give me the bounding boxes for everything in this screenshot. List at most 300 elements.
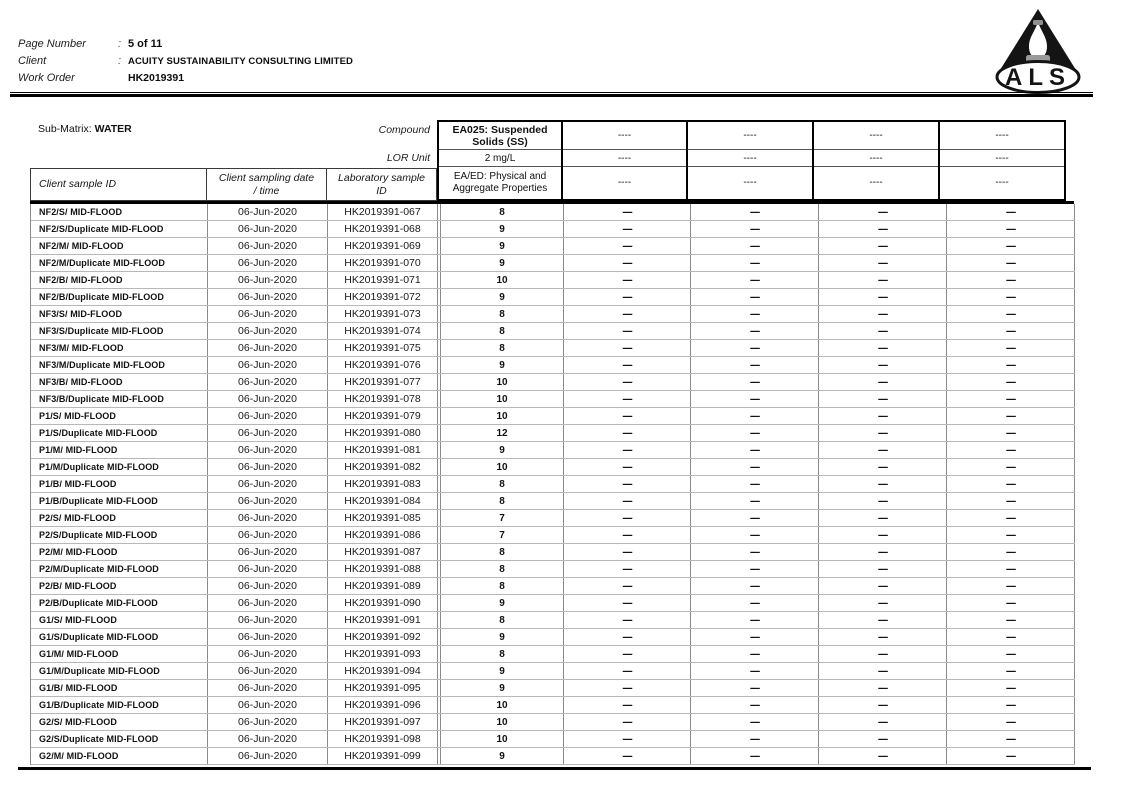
client-sample-id-cell: G1/M/Duplicate MID-FLOOD [31,663,208,679]
sampling-date-cell: 06-Jun-2020 [208,697,328,713]
no-result-cell: ---- [947,374,1075,390]
no-result-cell: ---- [691,578,819,594]
no-result-cell: ---- [564,561,691,577]
no-result-cell: ---- [819,255,947,271]
result-value-cell: 9 [441,238,564,254]
table-row [31,612,1075,629]
no-result-cell: ---- [691,612,819,628]
no-result-cell: ---- [564,408,691,424]
sampling-date-cell: 06-Jun-2020 [208,544,328,560]
no-result-cell: ---- [819,578,947,594]
no-result-cell: ---- [819,714,947,730]
result-value-cell: 8 [441,646,564,662]
no-result-cell: ---- [564,221,691,237]
no-result-cell: ---- [564,255,691,271]
no-result-cell: ---- [564,663,691,679]
client-sample-id-cell: P1/S/Duplicate MID-FLOOD [31,425,208,441]
lab-sample-id-cell: HK2019391-080 [328,425,438,441]
no-result-cell: ---- [564,697,691,713]
no-result-cell: ---- [947,578,1075,594]
no-result-cell: ---- [691,510,819,526]
no-result-cell: ---- [691,374,819,390]
no-result-cell: ---- [947,391,1075,407]
analyte-column-header [686,120,814,201]
no-result-cell: ---- [564,459,691,475]
no-result-cell: ---- [947,289,1075,305]
lab-sample-id-cell: HK2019391-097 [328,714,438,730]
sampling-date-cell: 06-Jun-2020 [208,561,328,577]
no-result-cell: ---- [947,306,1075,322]
no-result-cell: ---- [691,595,819,611]
table-row [31,459,1075,476]
no-result-cell: ---- [819,595,947,611]
header-rule [10,92,1093,97]
no-result-cell: ---- [947,493,1075,509]
sampling-date-cell: 06-Jun-2020 [208,714,328,730]
no-result-cell: ---- [564,323,691,339]
compound-label: Compound [378,124,430,136]
no-result-cell: ---- [691,731,819,747]
no-result-cell: ---- [819,663,947,679]
lab-sample-id-cell: HK2019391-071 [328,272,438,288]
no-result-cell: ---- [691,476,819,492]
client-sample-id-cell: P2/M/ MID-FLOOD [31,544,208,560]
result-value-cell: 10 [441,408,564,424]
result-value-cell: 9 [441,595,564,611]
table-row [31,731,1075,748]
sampling-date-cell: 06-Jun-2020 [208,646,328,662]
field-colon: : [118,55,122,67]
no-result-cell: ---- [564,391,691,407]
analyte-compound: ---- [814,122,938,150]
client-sample-id-cell: NF2/M/Duplicate MID-FLOOD [31,255,208,271]
table-row [31,204,1075,221]
result-value-cell: 8 [441,493,564,509]
table-row [31,289,1075,306]
no-result-cell: ---- [691,391,819,407]
no-result-cell: ---- [564,204,691,220]
result-value-cell: 7 [441,510,564,526]
sub-matrix [38,123,132,135]
no-result-cell: ---- [564,374,691,390]
no-result-cell: ---- [564,493,691,509]
no-result-cell: ---- [691,357,819,373]
analyte-lor-unit: ---- [814,150,938,167]
lor-unit-label: LOR Unit [386,152,430,164]
no-result-cell: ---- [691,680,819,696]
lab-sample-id-cell: HK2019391-088 [328,561,438,577]
lab-sample-id-cell: HK2019391-069 [328,238,438,254]
no-result-cell: ---- [564,357,691,373]
sample-results-table [30,204,1075,765]
no-result-cell: ---- [691,544,819,560]
client-sample-id-cell: G1/M/ MID-FLOOD [31,646,208,662]
no-result-cell: ---- [691,646,819,662]
result-value-cell: 9 [441,663,564,679]
result-value-cell: 8 [441,544,564,560]
client-sample-id-cell: NF3/M/ MID-FLOOD [31,340,208,356]
client-sample-id-cell: G1/B/Duplicate MID-FLOOD [31,697,208,713]
no-result-cell: ---- [947,680,1075,696]
no-result-cell: ---- [947,561,1075,577]
client-sample-id-cell: G1/S/Duplicate MID-FLOOD [31,629,208,645]
client-sample-id-cell: NF2/S/Duplicate MID-FLOOD [31,221,208,237]
no-result-cell: ---- [819,697,947,713]
page-number-label: Page Number [18,38,86,50]
lab-sample-id-cell: HK2019391-075 [328,340,438,356]
no-result-cell: ---- [564,714,691,730]
no-result-cell: ---- [691,629,819,645]
table-row [31,629,1075,646]
no-result-cell: ---- [691,289,819,305]
no-result-cell: ---- [564,442,691,458]
client-sample-id-cell: NF2/M/ MID-FLOOD [31,238,208,254]
col-header-lab-sample-id [326,168,437,201]
no-result-cell: ---- [819,459,947,475]
no-result-cell: ---- [947,357,1075,373]
analyte-method: ---- [995,177,1009,188]
no-result-cell: ---- [947,476,1075,492]
lab-sample-id-cell: HK2019391-081 [328,442,438,458]
lab-sample-id-cell: HK2019391-079 [328,408,438,424]
client-sample-id-cell: P2/S/Duplicate MID-FLOOD [31,527,208,543]
no-result-cell: ---- [691,238,819,254]
table-row [31,578,1075,595]
no-result-cell: ---- [691,340,819,356]
no-result-cell: ---- [947,221,1075,237]
no-result-cell: ---- [691,714,819,730]
sampling-date-cell: 06-Jun-2020 [208,595,328,611]
no-result-cell: ---- [691,425,819,441]
no-result-cell: ---- [691,493,819,509]
no-result-cell: ---- [691,306,819,322]
lab-sample-id-cell: HK2019391-089 [328,578,438,594]
sampling-date-cell: 06-Jun-2020 [208,374,328,390]
lab-sample-id-cell: HK2019391-072 [328,289,438,305]
analyte-lor-unit: ---- [563,150,686,167]
page-bottom-rule [18,767,1091,770]
no-result-cell: ---- [564,595,691,611]
sampling-date-cell: 06-Jun-2020 [208,323,328,339]
table-row [31,493,1075,510]
result-value-cell: 9 [441,680,564,696]
no-result-cell: ---- [564,612,691,628]
sampling-date-cell: 06-Jun-2020 [208,272,328,288]
no-result-cell: ---- [564,646,691,662]
no-result-cell: ---- [691,442,819,458]
no-result-cell: ---- [947,272,1075,288]
result-value-cell: 9 [441,357,564,373]
page-number-row [18,38,353,50]
sampling-date-cell: 06-Jun-2020 [208,731,328,747]
no-result-cell: ---- [691,663,819,679]
table-row [31,323,1075,340]
analyte-lor-unit: ---- [688,150,812,167]
no-result-cell: ---- [947,629,1075,645]
work-order-label: Work Order [18,72,75,84]
result-value-cell: 10 [441,714,564,730]
no-result-cell: ---- [947,663,1075,679]
no-result-cell: ---- [564,510,691,526]
no-result-cell: ---- [819,442,947,458]
client-value: ACUITY SUSTAINABILITY CONSULTING LIMITED [128,56,353,67]
no-result-cell: ---- [947,204,1075,220]
no-result-cell: ---- [564,748,691,764]
table-row [31,527,1075,544]
analyte-method: ---- [617,177,632,188]
work-order-value: HK2019391 [128,72,185,84]
client-sample-id-cell: G2/M/ MID-FLOOD [31,748,208,764]
no-result-cell: ---- [819,357,947,373]
lab-sample-id-cell: HK2019391-099 [328,748,438,764]
no-result-cell: ---- [819,748,947,764]
sampling-date-cell: 06-Jun-2020 [208,680,328,696]
no-result-cell: ---- [947,408,1075,424]
sampling-date-cell: 06-Jun-2020 [208,629,328,645]
col-header-text: ID [376,184,387,197]
lab-sample-id-cell: HK2019391-073 [328,306,438,322]
client-sample-id-cell: P1/M/ MID-FLOOD [31,442,208,458]
lab-sample-id-cell: HK2019391-068 [328,221,438,237]
no-result-cell: ---- [947,714,1075,730]
table-row [31,340,1075,357]
no-result-cell: ---- [947,697,1075,713]
lab-sample-id-cell: HK2019391-070 [328,255,438,271]
sampling-date-cell: 06-Jun-2020 [208,510,328,526]
no-result-cell: ---- [691,459,819,475]
no-result-cell: ---- [947,544,1075,560]
client-sample-id-cell: NF3/B/ MID-FLOOD [31,374,208,390]
sub-matrix-value: WATER [94,123,132,135]
sampling-date-cell: 06-Jun-2020 [208,476,328,492]
table-row [31,255,1075,272]
no-result-cell: ---- [947,510,1075,526]
result-value-cell: 8 [441,340,564,356]
table-row [31,272,1075,289]
sampling-date-cell: 06-Jun-2020 [208,357,328,373]
table-row [31,476,1075,493]
result-value-cell: 8 [441,204,564,220]
no-result-cell: ---- [564,272,691,288]
col-header-text: Client sampling date [218,171,315,184]
client-sample-id-cell: P1/B/ MID-FLOOD [31,476,208,492]
result-value-cell: 8 [441,561,564,577]
result-value-cell: 9 [441,629,564,645]
no-result-cell: ---- [819,629,947,645]
result-value-cell: 10 [441,697,564,713]
lab-sample-id-cell: HK2019391-093 [328,646,438,662]
table-row [31,221,1075,238]
no-result-cell: ---- [819,221,947,237]
result-value-cell: 10 [441,374,564,390]
no-result-cell: ---- [564,731,691,747]
client-sample-id-cell: NF2/B/ MID-FLOOD [31,272,208,288]
no-result-cell: ---- [819,374,947,390]
sampling-date-cell: 06-Jun-2020 [208,527,328,543]
sampling-date-cell: 06-Jun-2020 [208,578,328,594]
table-row [31,408,1075,425]
client-sample-id-cell: P1/S/ MID-FLOOD [31,408,208,424]
no-result-cell: ---- [691,204,819,220]
no-result-cell: ---- [691,255,819,271]
result-value-cell: 10 [441,272,564,288]
no-result-cell: ---- [564,289,691,305]
table-row [31,357,1075,374]
client-sample-id-cell: P2/B/ MID-FLOOD [31,578,208,594]
sampling-date-cell: 06-Jun-2020 [208,289,328,305]
client-sample-id-cell: NF2/S/ MID-FLOOD [31,204,208,220]
table-row [31,595,1075,612]
result-value-cell: 9 [441,255,564,271]
table-row [31,561,1075,578]
result-value-cell: 12 [441,425,564,441]
table-row [31,374,1075,391]
client-sample-id-cell: NF3/B/Duplicate MID-FLOOD [31,391,208,407]
no-result-cell: ---- [947,646,1075,662]
analyte-method: EA/ED: Physical and Aggregate Properties [452,171,548,194]
no-result-cell: ---- [691,408,819,424]
client-sample-id-cell: G1/B/ MID-FLOOD [31,680,208,696]
no-result-cell: ---- [819,425,947,441]
no-result-cell: ---- [819,323,947,339]
sampling-date-cell: 06-Jun-2020 [208,391,328,407]
client-sample-id-cell: P2/S/ MID-FLOOD [31,510,208,526]
table-row [31,697,1075,714]
sampling-date-cell: 06-Jun-2020 [208,255,328,271]
no-result-cell: ---- [819,340,947,356]
client-sample-id-cell: G1/S/ MID-FLOOD [31,612,208,628]
lab-sample-id-cell: HK2019391-095 [328,680,438,696]
no-result-cell: ---- [819,561,947,577]
no-result-cell: ---- [819,391,947,407]
no-result-cell: ---- [819,204,947,220]
lab-sample-id-cell: HK2019391-078 [328,391,438,407]
table-row [31,748,1075,765]
no-result-cell: ---- [819,646,947,662]
analyte-compound: ---- [940,122,1064,150]
analyte-method: ---- [743,177,757,188]
analyte-method: ---- [869,177,883,188]
col-header-text: Laboratory sample [338,171,425,184]
no-result-cell: ---- [947,748,1075,764]
no-result-cell: ---- [947,425,1075,441]
no-result-cell: ---- [819,493,947,509]
work-order-row [18,72,353,84]
no-result-cell: ---- [564,476,691,492]
analyte-compound: ---- [563,122,686,150]
result-value-cell: 10 [441,391,564,407]
sampling-date-cell: 06-Jun-2020 [208,748,328,764]
result-value-cell: 7 [441,527,564,543]
no-result-cell: ---- [819,408,947,424]
result-value-cell: 9 [441,442,564,458]
no-result-cell: ---- [947,442,1075,458]
analyte-column-header [437,120,563,201]
no-result-cell: ---- [564,527,691,543]
sampling-date-cell: 06-Jun-2020 [208,340,328,356]
no-result-cell: ---- [564,306,691,322]
table-row [31,425,1075,442]
lab-sample-id-cell: HK2019391-092 [328,629,438,645]
als-logo-icon [983,6,1093,94]
no-result-cell: ---- [691,697,819,713]
no-result-cell: ---- [564,680,691,696]
result-value-cell: 8 [441,323,564,339]
result-value-cell: 8 [441,476,564,492]
lab-sample-id-cell: HK2019391-091 [328,612,438,628]
lab-sample-id-cell: HK2019391-074 [328,323,438,339]
sampling-date-cell: 06-Jun-2020 [208,663,328,679]
no-result-cell: ---- [819,527,947,543]
client-sample-id-cell: G2/S/Duplicate MID-FLOOD [31,731,208,747]
no-result-cell: ---- [819,272,947,288]
no-result-cell: ---- [564,238,691,254]
no-result-cell: ---- [819,680,947,696]
lab-sample-id-cell: HK2019391-086 [328,527,438,543]
sampling-date-cell: 06-Jun-2020 [208,459,328,475]
sampling-date-cell: 06-Jun-2020 [208,408,328,424]
lab-sample-id-cell: HK2019391-083 [328,476,438,492]
no-result-cell: ---- [691,323,819,339]
col-header-sampling-date [206,168,327,201]
result-value-cell: 10 [441,459,564,475]
result-value-cell: 8 [441,306,564,322]
result-value-cell: 10 [441,731,564,747]
lab-sample-id-cell: HK2019391-094 [328,663,438,679]
sampling-date-cell: 06-Jun-2020 [208,306,328,322]
table-row [31,663,1075,680]
no-result-cell: ---- [947,459,1075,475]
lab-sample-id-cell: HK2019391-084 [328,493,438,509]
no-result-cell: ---- [947,255,1075,271]
lab-sample-id-cell: HK2019391-082 [328,459,438,475]
no-result-cell: ---- [564,629,691,645]
sampling-date-cell: 06-Jun-2020 [208,221,328,237]
sampling-date-cell: 06-Jun-2020 [208,442,328,458]
no-result-cell: ---- [947,323,1075,339]
client-sample-id-cell: NF3/M/Duplicate MID-FLOOD [31,357,208,373]
no-result-cell: ---- [691,221,819,237]
sampling-date-cell: 06-Jun-2020 [208,238,328,254]
lab-sample-id-cell: HK2019391-077 [328,374,438,390]
analyte-lor-unit: ---- [940,150,1064,167]
analyte-column-header [938,120,1066,201]
lab-sample-id-cell: HK2019391-067 [328,204,438,220]
col-header-text: / time [253,184,280,197]
lab-sample-id-cell: HK2019391-098 [328,731,438,747]
client-sample-id-cell: NF2/B/Duplicate MID-FLOOD [31,289,208,305]
no-result-cell: ---- [564,425,691,441]
no-result-cell: ---- [819,544,947,560]
lab-sample-id-cell: HK2019391-076 [328,357,438,373]
no-result-cell: ---- [819,510,947,526]
client-sample-id-cell: P1/B/Duplicate MID-FLOOD [31,493,208,509]
lab-sample-id-cell: HK2019391-087 [328,544,438,560]
lab-sample-id-cell: HK2019391-085 [328,510,438,526]
analyte-header-row [437,120,1066,201]
analyte-column-header [812,120,940,201]
sampling-date-cell: 06-Jun-2020 [208,425,328,441]
no-result-cell: ---- [819,612,947,628]
result-value-cell: 8 [441,612,564,628]
table-row [31,544,1075,561]
client-sample-id-cell: G2/S/ MID-FLOOD [31,714,208,730]
table-row [31,306,1075,323]
sampling-date-cell: 06-Jun-2020 [208,612,328,628]
col-header-text: Client sample ID [39,178,117,190]
table-row [31,391,1075,408]
no-result-cell: ---- [691,561,819,577]
